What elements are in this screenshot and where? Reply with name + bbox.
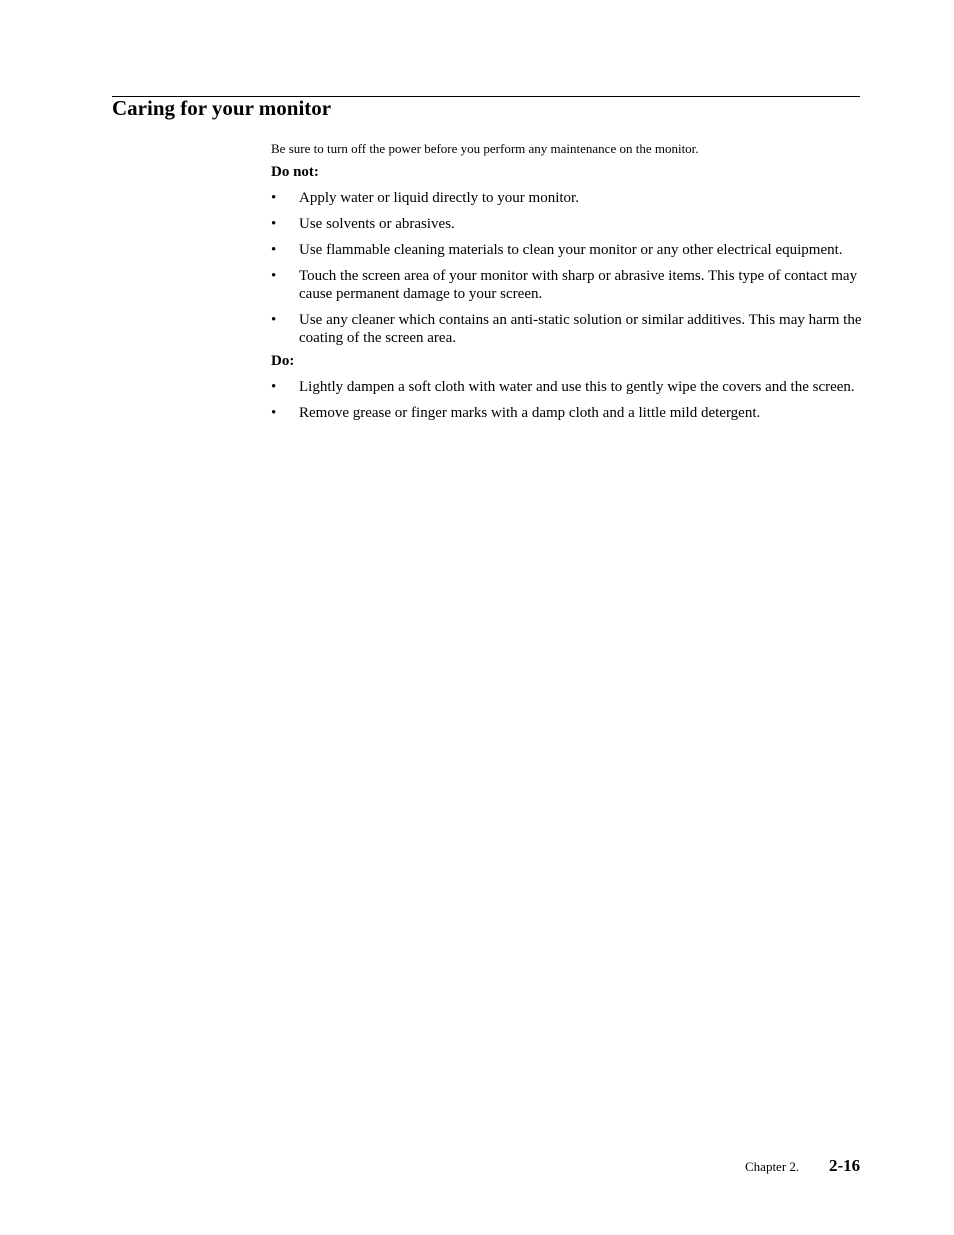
list-item xyxy=(271,189,863,207)
list-item xyxy=(271,404,863,422)
do-list xyxy=(271,378,863,430)
bullet-icon: • xyxy=(271,242,277,258)
list-item xyxy=(271,378,863,396)
list-item-text: Remove grease or finger marks with a damp cloth and a little mild detergent. xyxy=(299,405,761,421)
list-item-text: Apply water or liquid directly to your monitor. xyxy=(299,190,579,206)
intro-text: Be sure to turn off the power before you perform any maintenance on the monitor. xyxy=(271,141,699,156)
page-number: 2-16 xyxy=(829,1156,861,1175)
bullet-icon: • xyxy=(271,216,277,232)
bullet-icon: • xyxy=(271,190,277,206)
list-item xyxy=(271,267,863,303)
list-item xyxy=(271,311,863,347)
bullet-icon: • xyxy=(271,312,277,328)
bullet-icon: • xyxy=(271,379,277,395)
list-item-text: Use flammable cleaning materials to clean your monitor or any other electrical equipment. xyxy=(299,242,843,258)
list-item-text: Use any cleaner which contains an anti-static solution or similar additives. This may harm the coating of the screen area. xyxy=(299,312,862,346)
footer-chapter: Chapter 2. xyxy=(745,1159,800,1174)
list-item-text: Lightly dampen a soft cloth with water and use this to gently wipe the covers and the screen. xyxy=(299,379,855,395)
do-not-heading: Do not: xyxy=(271,164,319,180)
bullet-icon: • xyxy=(271,405,277,421)
bullet-icon: • xyxy=(271,268,277,284)
section-title: Caring for your monitor xyxy=(112,96,332,120)
list-item-text: Touch the screen area of your monitor with sharp or abrasive items. This type of contact may cause permanent damage to your screen. xyxy=(299,268,858,302)
do-not-list xyxy=(271,189,863,355)
list-item-text: Use solvents or abrasives. xyxy=(299,216,455,232)
list-item xyxy=(271,241,863,259)
list-item xyxy=(271,215,863,233)
do-heading: Do: xyxy=(271,353,295,369)
